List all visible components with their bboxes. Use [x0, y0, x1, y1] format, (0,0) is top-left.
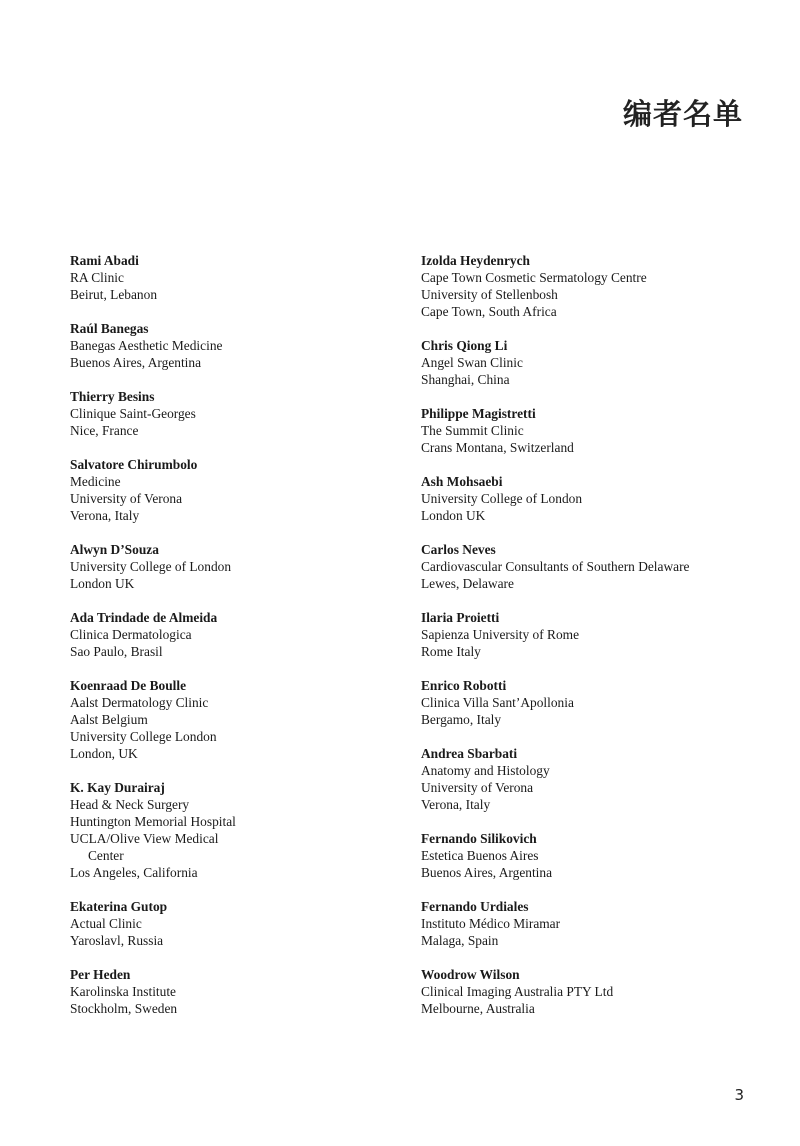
contributor-entry [70, 966, 400, 1017]
contributor-entry [70, 456, 400, 524]
contributor-affiliation-line: Instituto Médico Miramar [421, 916, 561, 931]
contributor-name: Salvatore Chirumbolo [70, 457, 198, 472]
contributor-affiliation-line: University of Verona [421, 780, 534, 795]
contributor-entry [421, 830, 781, 881]
contributor-affiliation-line: Aalst Belgium [70, 712, 148, 727]
contributor-affiliation-line: University of Verona [70, 491, 183, 506]
contributor-affiliation-line: Cape Town, South Africa [421, 304, 557, 319]
contributor-affiliation-line: London UK [70, 576, 135, 591]
contributor-name: Raúl Banegas [70, 321, 149, 336]
contributor-affiliation-line: Head & Neck Surgery [70, 797, 190, 812]
contributor-name: Enrico Robotti [421, 678, 507, 693]
contributor-name: Per Heden [70, 967, 131, 982]
contributor-affiliation-line: Buenos Aires, Argentina [421, 865, 553, 880]
contributor-affiliation-line: Actual Clinic [70, 916, 142, 931]
contributor-affiliation-line: Huntington Memorial Hospital [70, 814, 236, 829]
contributor-affiliation-line: London UK [421, 508, 486, 523]
contributor-affiliation-line: London, UK [70, 746, 138, 761]
contributor-name: Chris Qiong Li [421, 338, 508, 353]
contributor-affiliation-line: Karolinska Institute [70, 984, 176, 999]
contributor-affiliation-line: University College of London [70, 559, 232, 574]
contributor-affiliation-line: University College London [70, 729, 217, 744]
contributor-name: Fernando Silikovich [421, 831, 537, 846]
contributor-affiliation-line: Bergamo, Italy [421, 712, 502, 727]
contributor-affiliation-line: Cardiovascular Consultants of Southern Delaware [421, 559, 690, 574]
contributor-name: Izolda Heydenrych [421, 253, 530, 268]
page-number: 3 [734, 1086, 744, 1104]
contributor-name: Alwyn D’Souza [70, 542, 159, 557]
contributor-affiliation-line: Medicine [70, 474, 121, 489]
contributor-affiliation-line: Buenos Aires, Argentina [70, 355, 202, 370]
contributor-name: Woodrow Wilson [421, 967, 520, 982]
contributor-entry [421, 541, 781, 592]
contributor-affiliation-line: Melbourne, Australia [421, 1001, 535, 1016]
contributors-right-column [421, 252, 781, 1034]
contributor-affiliation-line: Estetica Buenos Aires [421, 848, 539, 863]
contributor-entry [421, 677, 781, 728]
contributor-affiliation-line: Sapienza University of Rome [421, 627, 580, 642]
contributor-name: Koenraad De Boulle [70, 678, 187, 693]
contributor-affiliation-line: Verona, Italy [421, 797, 491, 812]
contributor-entry [70, 388, 400, 439]
contributor-affiliation-line: Shanghai, China [421, 372, 510, 387]
contributor-affiliation-line: The Summit Clinic [421, 423, 524, 438]
contributor-entry [421, 966, 781, 1017]
contributor-entry [70, 779, 400, 881]
contributor-affiliation-line: Stockholm, Sweden [70, 1001, 178, 1016]
contributor-affiliation-line: Lewes, Delaware [421, 576, 514, 591]
contributor-affiliation-line: Aalst Dermatology Clinic [70, 695, 209, 710]
contributor-affiliation-line: Banegas Aesthetic Medicine [70, 338, 223, 353]
contributor-affiliation-line: Verona, Italy [70, 508, 140, 523]
contributor-affiliation-line: Anatomy and Histology [421, 763, 550, 778]
contributor-entry [421, 745, 781, 813]
contributor-name: Andrea Sbarbati [421, 746, 518, 761]
contributor-entry [70, 898, 400, 949]
contributor-name: Ilaria Proietti [421, 610, 500, 625]
contributor-affiliation-line: Clinical Imaging Australia PTY Ltd [421, 984, 614, 999]
contributor-affiliation-line: Nice, France [70, 423, 139, 438]
contributor-affiliation-line: Malaga, Spain [421, 933, 499, 948]
contributor-name: Ada Trindade de Almeida [70, 610, 218, 625]
contributor-affiliation-line: RA Clinic [70, 270, 124, 285]
contributor-entry [421, 473, 781, 524]
contributor-affiliation-line: Angel Swan Clinic [421, 355, 523, 370]
contributors-left-column [70, 252, 400, 1034]
contributor-name: Ekaterina Gutop [70, 899, 168, 914]
contributor-entry [70, 320, 400, 371]
contributor-affiliation-line: Cape Town Cosmetic Sermatology Centre [421, 270, 647, 285]
contributor-entry [421, 252, 781, 320]
contributor-entry [70, 677, 400, 762]
contributor-affiliation-line: Crans Montana, Switzerland [421, 440, 574, 455]
contributor-affiliation-line: Los Angeles, California [70, 865, 198, 880]
contributor-name: Carlos Neves [421, 542, 496, 557]
contributor-name: Fernando Urdiales [421, 899, 529, 914]
contributor-affiliation-line: Center [88, 848, 124, 863]
contributor-name: Ash Mohsaebi [421, 474, 503, 489]
contributor-entry [421, 405, 781, 456]
contributor-affiliation-line: Clinica Dermatologica [70, 627, 192, 642]
contributor-affiliation-line: Clinica Villa Sant’Apollonia [421, 695, 574, 710]
contributor-affiliation-line: UCLA/Olive View Medical [70, 831, 219, 846]
contributor-affiliation-line: University of Stellenbosh [421, 287, 558, 302]
contributor-entry [421, 898, 781, 949]
page-title: 编者名单 [622, 97, 743, 131]
contributor-name: Philippe Magistretti [421, 406, 536, 421]
contributor-affiliation-line: Beirut, Lebanon [70, 287, 158, 302]
contributor-entry [70, 609, 400, 660]
contributor-affiliation-line: Sao Paulo, Brasil [70, 644, 163, 659]
contributor-entry [70, 252, 400, 303]
contributor-entry [421, 609, 781, 660]
contributor-affiliation-line: Yaroslavl, Russia [70, 933, 164, 948]
contributor-name: K. Kay Durairaj [70, 780, 165, 795]
contributor-affiliation-line: Clinique Saint-Georges [70, 406, 196, 421]
contributor-affiliation-line: University College of London [421, 491, 583, 506]
contributor-entry [70, 541, 400, 592]
contributor-entry [421, 337, 781, 388]
contributor-affiliation-line: Rome Italy [421, 644, 481, 659]
contributor-name: Rami Abadi [70, 253, 139, 268]
contributor-name: Thierry Besins [70, 389, 155, 404]
